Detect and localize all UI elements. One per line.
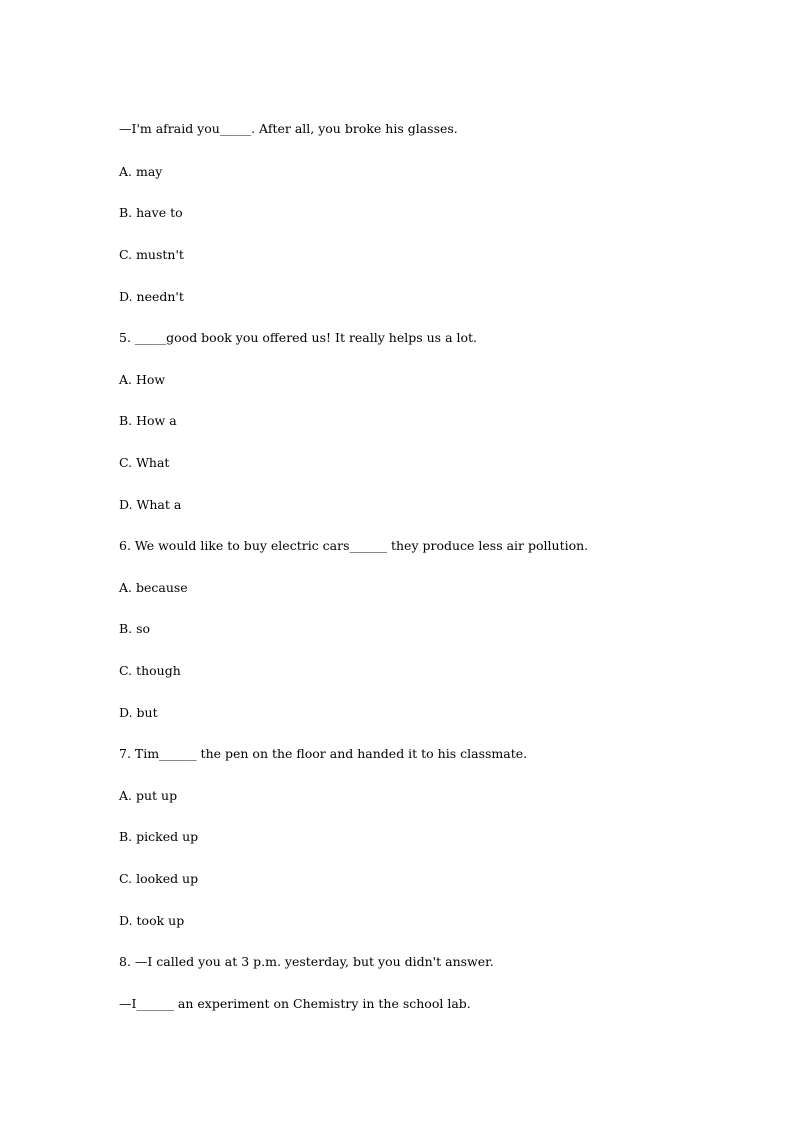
q5-option-b: B. How a: [119, 413, 177, 428]
question-4-reply: —I'm afraid you_____. After all, you broke his glasses.: [119, 121, 458, 136]
q4-option-a: A. may: [119, 164, 163, 179]
q6-option-c: C. though: [119, 663, 181, 678]
question-8-reply: —I______ an experiment on Chemistry in the school lab.: [119, 996, 471, 1011]
question-8: 8. —I called you at 3 p.m. yesterday, but you didn't answer.: [119, 954, 494, 969]
q4-option-b: B. have to: [119, 205, 183, 220]
q5-option-d: D. What a: [119, 497, 182, 512]
question-6: 6. We would like to buy electric cars______ they produce less air pollution.: [119, 538, 589, 553]
q7-option-b: B. picked up: [119, 829, 199, 844]
q5-option-a: A. How: [119, 372, 166, 387]
q7-option-a: A. put up: [119, 788, 178, 803]
q7-option-d: D. took up: [119, 913, 185, 928]
q4-option-d: D. needn't: [119, 289, 184, 304]
question-5: 5. _____good book you offered us! It really helps us a lot.: [119, 330, 478, 345]
q4-option-c: C. mustn't: [119, 247, 184, 262]
q5-option-c: C. What: [119, 455, 170, 470]
q6-option-d: D. but: [119, 705, 158, 720]
q6-option-b: B. so: [119, 621, 151, 636]
q7-option-c: C. looked up: [119, 871, 199, 886]
question-7: 7. Tim______ the pen on the floor and handed it to his classmate.: [119, 746, 528, 761]
q6-option-a: A. because: [119, 580, 188, 595]
